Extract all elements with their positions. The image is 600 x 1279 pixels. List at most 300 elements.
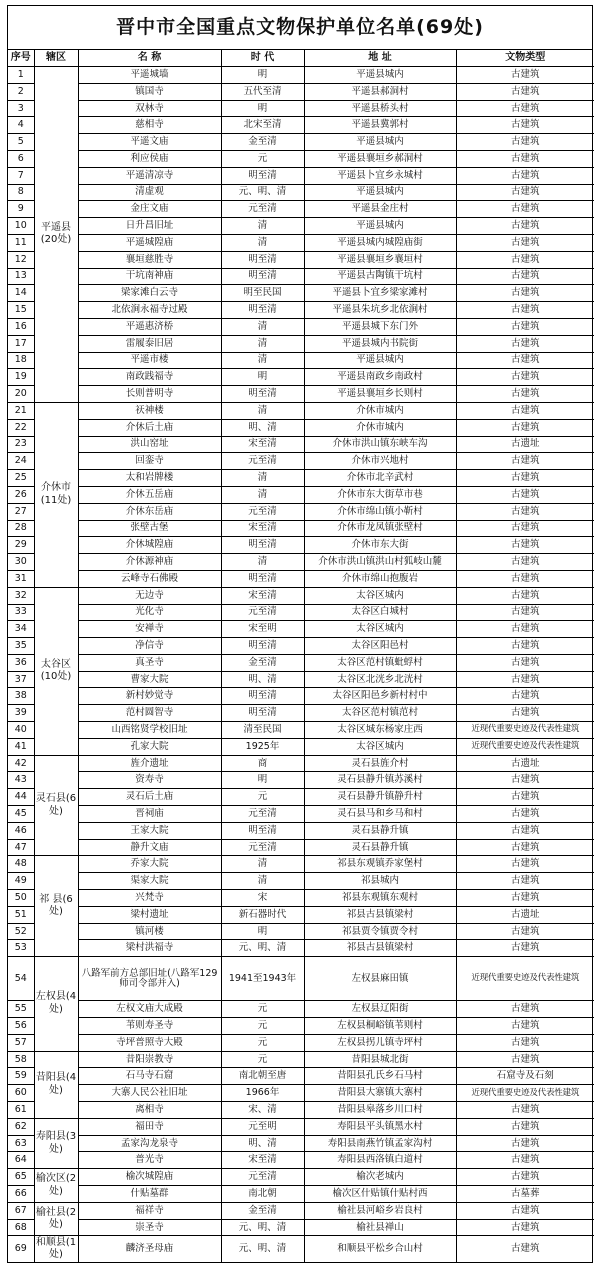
- cell-address: 介休市龙凤镇张壁村: [304, 520, 456, 537]
- cell-address: 平遥县朱坑乡北依涧村: [304, 302, 456, 319]
- table-row: [8, 302, 594, 319]
- cell-address: 平遥县城内城隍庙街: [304, 234, 456, 251]
- cell-era: 明至清: [221, 268, 304, 285]
- cell-name: 苇则寿圣寺: [78, 1018, 221, 1035]
- table-row: [8, 100, 594, 117]
- cell-address: 祁县城内: [304, 873, 456, 890]
- cell-no: 41: [8, 738, 34, 755]
- table-row: [8, 184, 594, 201]
- table-row: [8, 1186, 594, 1203]
- table-row: [8, 1152, 594, 1169]
- cell-name: 日升昌旧址: [78, 218, 221, 235]
- cell-name: 旌介遗址: [78, 755, 221, 772]
- cell-name: 无边寺: [78, 587, 221, 604]
- cell-era: 明: [221, 369, 304, 386]
- table-row: [8, 436, 594, 453]
- cell-type: 古建筑: [456, 923, 594, 940]
- cell-address: 祁县东观镇东观村: [304, 890, 456, 907]
- cell-era: 清: [221, 873, 304, 890]
- cell-no: 7: [8, 167, 34, 184]
- cell-address: 平遥县桥头村: [304, 100, 456, 117]
- cell-era: 商: [221, 755, 304, 772]
- cell-address: 太谷区范村镇蚍蜉村: [304, 654, 456, 671]
- cell-no: 15: [8, 302, 34, 319]
- table-row: [8, 772, 594, 789]
- cell-type: 古建筑: [456, 839, 594, 856]
- cell-type: 古建筑: [456, 184, 594, 201]
- table-row: [8, 1169, 594, 1186]
- cell-no: 47: [8, 839, 34, 856]
- cell-no: 38: [8, 688, 34, 705]
- cell-name: 榆次城隍庙: [78, 1169, 221, 1186]
- table-row: [8, 1051, 594, 1068]
- cell-address: 昔阳县大寨镇大寨村: [304, 1085, 456, 1102]
- cell-county: 和顺县(1处): [35, 1236, 77, 1261]
- cell-era: 金至清: [221, 134, 304, 151]
- table-row: [8, 520, 594, 537]
- cell-era: 清: [221, 402, 304, 419]
- cell-no: 69: [8, 1236, 34, 1262]
- cell-era: 明至清: [221, 822, 304, 839]
- cell-address: 介休市洪山镇东峡车沟: [304, 436, 456, 453]
- cell-era: 宋至清: [221, 1152, 304, 1169]
- cell-address: 平遥县襄垣乡郝洞村: [304, 150, 456, 167]
- cell-type: 古建筑: [456, 772, 594, 789]
- cell-address: 左权县麻田镇: [304, 957, 456, 1001]
- cell-no: 53: [8, 940, 34, 957]
- cell-no: 46: [8, 822, 34, 839]
- cell-address: 平遥县襄垣乡襄垣村: [304, 251, 456, 268]
- cell-type: 古建筑: [456, 470, 594, 487]
- cell-no: 37: [8, 671, 34, 688]
- cell-address: 祁县东观镇乔家堡村: [304, 856, 456, 873]
- table-row: [8, 890, 594, 907]
- header-name: 名 称: [78, 50, 221, 67]
- cell-name: 大寨人民公社旧址: [78, 1085, 221, 1102]
- cell-type: 古建筑: [456, 453, 594, 470]
- cell-era: 元至明: [221, 1118, 304, 1135]
- cell-no: 2: [8, 83, 34, 100]
- cell-no: 67: [8, 1202, 34, 1219]
- cell-county: 昔阳县(4处): [34, 1051, 78, 1118]
- table-row: [8, 906, 594, 923]
- table-row: [8, 1001, 594, 1018]
- cell-era: 明至民国: [221, 285, 304, 302]
- table-row: [8, 1085, 594, 1102]
- cell-name: 太和岩牌楼: [78, 470, 221, 487]
- cell-no: 50: [8, 890, 34, 907]
- cell-address: 左权县桐峪镇苇则村: [304, 1018, 456, 1035]
- cell-no: 43: [8, 772, 34, 789]
- cell-no: 39: [8, 705, 34, 722]
- cell-address: 寿阳县西洛镇白道村: [304, 1152, 456, 1169]
- cell-type: 古建筑: [456, 201, 594, 218]
- cell-county: 左权县(4处): [34, 957, 78, 1051]
- table-row: [8, 604, 594, 621]
- cell-era: 南北朝: [221, 1186, 304, 1203]
- table-row: [8, 1202, 594, 1219]
- table-row: [8, 839, 594, 856]
- table-row: [8, 806, 594, 823]
- cell-no: 12: [8, 251, 34, 268]
- cell-name: 曹家大院: [78, 671, 221, 688]
- cell-type: 古建筑: [456, 402, 594, 419]
- cell-name: 灵石后土庙: [78, 789, 221, 806]
- cell-name: 福祥寺: [78, 1202, 221, 1219]
- cell-era: 元: [221, 1001, 304, 1018]
- table-row: [8, 453, 594, 470]
- cell-name: 安禅寺: [78, 621, 221, 638]
- cell-type: 古建筑: [456, 285, 594, 302]
- cell-type: 古建筑: [456, 486, 594, 503]
- cell-era: 五代至清: [221, 83, 304, 100]
- cell-name: 介休五岳庙: [78, 486, 221, 503]
- cell-type: 古遗址: [456, 755, 594, 772]
- cell-name: 北依涧永福寺过殿: [78, 302, 221, 319]
- cell-type: 古建筑: [456, 1051, 594, 1068]
- cell-type: 古建筑: [456, 302, 594, 319]
- cell-type: 古建筑: [456, 789, 594, 806]
- cell-name: 金庄文庙: [78, 201, 221, 218]
- cell-era: 元至清: [221, 1169, 304, 1186]
- table-row: [8, 201, 594, 218]
- cell-name: 离相寺: [78, 1102, 221, 1119]
- cell-type: 古建筑: [456, 167, 594, 184]
- cell-era: 清: [221, 470, 304, 487]
- cell-no: 54: [8, 957, 34, 1001]
- cell-type: 古建筑: [456, 940, 594, 957]
- table-row: [8, 671, 594, 688]
- cell-no: 42: [8, 755, 34, 772]
- cell-type: 古建筑: [456, 604, 594, 621]
- cell-address: 和顺县平松乡合山村: [304, 1236, 456, 1262]
- table-row: [8, 873, 594, 890]
- cell-address: 灵石县静升镇静升村: [304, 789, 456, 806]
- table-row: [8, 1219, 594, 1236]
- cell-type: 古建筑: [456, 1018, 594, 1035]
- cell-no: 27: [8, 503, 34, 520]
- cell-name: 镇河楼: [78, 923, 221, 940]
- cell-address: 太谷区城内: [304, 621, 456, 638]
- cell-era: 1925年: [221, 738, 304, 755]
- cell-type: 古建筑: [456, 806, 594, 823]
- cell-type: 近现代重要史迹及代表性建筑: [456, 1085, 594, 1102]
- cell-name: 真圣寺: [78, 654, 221, 671]
- cell-no: 28: [8, 520, 34, 537]
- cell-era: 元至清: [221, 604, 304, 621]
- cell-county: 榆社县(2处): [34, 1202, 78, 1236]
- cell-no: 65: [8, 1169, 34, 1186]
- cell-type: 古建筑: [456, 67, 594, 84]
- table-row: [8, 856, 594, 873]
- cell-address: 寿阳县南燕竹镇孟家沟村: [304, 1135, 456, 1152]
- cell-type: 古建筑: [456, 352, 594, 369]
- cell-name: 祆神楼: [78, 402, 221, 419]
- cell-type: 古建筑: [456, 705, 594, 722]
- cell-no: 21: [8, 402, 34, 419]
- cell-name: 八路军前方总部旧址(八路军129师司令部并入): [78, 957, 221, 1001]
- cell-no: 14: [8, 285, 34, 302]
- cell-address: 平遥县卜宜乡梁家滩村: [304, 285, 456, 302]
- cell-no: 33: [8, 604, 34, 621]
- cell-address: 介休市绵山抱腹岩: [304, 570, 456, 587]
- cell-era: 宋至清: [221, 520, 304, 537]
- table-header-row: [8, 50, 594, 67]
- header-county: 辖区: [34, 50, 78, 67]
- cell-no: 40: [8, 722, 34, 739]
- table-row: [8, 789, 594, 806]
- cell-no: 48: [8, 856, 34, 873]
- cell-era: 明至清: [221, 251, 304, 268]
- cell-era: 明、清: [221, 1135, 304, 1152]
- cell-no: 20: [8, 386, 34, 403]
- cell-no: 23: [8, 436, 34, 453]
- cell-address: 平遥县冀郭村: [304, 117, 456, 134]
- cell-era: 明、清: [221, 419, 304, 436]
- cell-no: 10: [8, 218, 34, 235]
- cell-name: 范村圆智寺: [78, 705, 221, 722]
- cell-name: 双林寺: [78, 100, 221, 117]
- cell-name: 平遥文庙: [78, 134, 221, 151]
- cell-name: 渠家大院: [78, 873, 221, 890]
- table-row: [8, 218, 594, 235]
- cell-no: 3: [8, 100, 34, 117]
- cell-era: 清: [221, 234, 304, 251]
- cell-address: 灵石县静升镇: [304, 839, 456, 856]
- cell-type: 古建筑: [456, 369, 594, 386]
- cell-era: 明至清: [221, 705, 304, 722]
- cell-name: 孔家大院: [78, 738, 221, 755]
- cell-era: 宋: [221, 890, 304, 907]
- table-row: [8, 150, 594, 167]
- cell-type: 古建筑: [456, 419, 594, 436]
- cell-no: 34: [8, 621, 34, 638]
- header-type: 文物类型: [456, 50, 594, 67]
- cell-address: 介休市东大街草市巷: [304, 486, 456, 503]
- table-row: [8, 1118, 594, 1135]
- cell-era: 宋至清: [221, 436, 304, 453]
- cell-address: 介休市北辛武村: [304, 470, 456, 487]
- cell-era: 金至清: [221, 1202, 304, 1219]
- cell-type: 古建筑: [456, 335, 594, 352]
- cell-address: 太谷区城内: [304, 587, 456, 604]
- cell-type: 古建筑: [456, 856, 594, 873]
- cell-no: 59: [8, 1068, 34, 1085]
- cell-type: 近现代重要史迹及代表性建筑: [456, 722, 594, 739]
- cell-type: 古建筑: [456, 1152, 594, 1169]
- cell-name: 介休城隍庙: [78, 537, 221, 554]
- cell-address: 寿阳县平头镇黑水村: [304, 1118, 456, 1135]
- cell-no: 66: [8, 1186, 34, 1203]
- cell-type: 古建筑: [456, 554, 594, 571]
- cell-no: 56: [8, 1018, 34, 1035]
- cell-address: 平遥县卜宜乡永城村: [304, 167, 456, 184]
- cell-name: 新村妙觉寺: [78, 688, 221, 705]
- cell-type: 古建筑: [456, 1169, 594, 1186]
- cell-type: 古建筑: [456, 638, 594, 655]
- cell-era: 明: [221, 923, 304, 940]
- cell-era: 清: [221, 856, 304, 873]
- cell-no: 5: [8, 134, 34, 151]
- cell-name: 寺坪普照寺大殿: [78, 1034, 221, 1051]
- cell-no: 64: [8, 1152, 34, 1169]
- table-row: [8, 117, 594, 134]
- table-row: [8, 957, 594, 1001]
- cell-name: 什贴墓群: [78, 1186, 221, 1203]
- cell-address: 榆社县河峪乡岩良村: [304, 1202, 456, 1219]
- cell-no: 55: [8, 1001, 34, 1018]
- cell-address: 祁县古县镇梁村: [304, 906, 456, 923]
- table-row: [8, 67, 594, 84]
- cell-name: 昔阳崇教寺: [78, 1051, 221, 1068]
- cell-era: 明至清: [221, 167, 304, 184]
- cell-era: 明至清: [221, 302, 304, 319]
- cell-address: 介休市洪山镇洪山村狐岐山麓: [304, 554, 456, 571]
- cell-address: 太谷区城内: [304, 738, 456, 755]
- cell-no: 35: [8, 638, 34, 655]
- cell-type: 古建筑: [456, 83, 594, 100]
- cell-type: 古建筑: [456, 890, 594, 907]
- cell-address: 介休市城内: [304, 402, 456, 419]
- cell-address: 榆次老城内: [304, 1169, 456, 1186]
- cell-era: 明至清: [221, 688, 304, 705]
- cell-era: 元、明、清: [221, 1219, 304, 1236]
- header-era: 时 代: [221, 50, 304, 67]
- cell-address: 平遥县金庄村: [304, 201, 456, 218]
- cell-type: 古建筑: [456, 1135, 594, 1152]
- cell-era: 元: [221, 150, 304, 167]
- cell-address: 昔阳县孔氏乡石马村: [304, 1068, 456, 1085]
- cell-name: 净信寺: [78, 638, 221, 655]
- cell-no: 26: [8, 486, 34, 503]
- cell-era: 清: [221, 486, 304, 503]
- cell-address: 太谷区白城村: [304, 604, 456, 621]
- cell-name: 镇国寺: [78, 83, 221, 100]
- cell-era: 1966年: [221, 1085, 304, 1102]
- table-row: [8, 923, 594, 940]
- cell-type: 古建筑: [456, 873, 594, 890]
- cell-era: 元至清: [221, 806, 304, 823]
- cell-name: 晋祠庙: [78, 806, 221, 823]
- cell-type: 古建筑: [456, 1034, 594, 1051]
- cell-type: 古建筑: [456, 503, 594, 520]
- table-row: [8, 1068, 594, 1085]
- cell-county: 介休市(11处): [34, 402, 78, 587]
- cell-address: 左权县拐儿镇寺坪村: [304, 1034, 456, 1051]
- cell-name: 崇圣寺: [78, 1219, 221, 1236]
- cell-type: 古建筑: [456, 1118, 594, 1135]
- table-row: [8, 654, 594, 671]
- cell-no: 60: [8, 1085, 34, 1102]
- cell-era: 金至清: [221, 654, 304, 671]
- cell-name: 张壁古堡: [78, 520, 221, 537]
- cell-era: 明至清: [221, 386, 304, 403]
- cell-address: 平遥县城内书院街: [304, 335, 456, 352]
- cell-name: 梁家滩白云寺: [78, 285, 221, 302]
- cell-type: 古建筑: [456, 100, 594, 117]
- cell-name: 孟家沟龙泉寺: [78, 1135, 221, 1152]
- table-row: [8, 419, 594, 436]
- table-row: [8, 268, 594, 285]
- cell-era: 元至清: [221, 503, 304, 520]
- cell-type: 古建筑: [456, 654, 594, 671]
- table-row: [8, 134, 594, 151]
- cell-era: 明: [221, 67, 304, 84]
- table-row: [8, 1135, 594, 1152]
- cell-name: 干坑南神庙: [78, 268, 221, 285]
- cell-type: 古建筑: [456, 251, 594, 268]
- cell-address: 平遥县城内: [304, 67, 456, 84]
- cell-address: 平遥县城内: [304, 184, 456, 201]
- cell-address: 祁县古县镇梁村: [304, 940, 456, 957]
- cell-era: 元至清: [221, 453, 304, 470]
- cell-no: 30: [8, 554, 34, 571]
- table-row: [8, 570, 594, 587]
- cell-no: 31: [8, 570, 34, 587]
- cell-era: 清: [221, 554, 304, 571]
- table-row: [8, 167, 594, 184]
- cell-name: 平遥清凉寺: [78, 167, 221, 184]
- table-row: [8, 738, 594, 755]
- table-row: [8, 369, 594, 386]
- cell-no: 63: [8, 1135, 34, 1152]
- cell-type: 古建筑: [456, 688, 594, 705]
- table-row: [8, 1034, 594, 1051]
- table-row: [8, 1018, 594, 1035]
- cell-address: 灵石县静升镇苏溪村: [304, 772, 456, 789]
- table-body: [8, 67, 594, 1262]
- cell-address: 平遥县古陶镇干坑村: [304, 268, 456, 285]
- cell-county: 灵石县(6处): [34, 755, 78, 856]
- cell-era: 元、明、清: [221, 184, 304, 201]
- cell-address: 灵石县马和乡马和村: [304, 806, 456, 823]
- cell-no: 32: [8, 587, 34, 604]
- cell-no: 44: [8, 789, 34, 806]
- cell-address: 昔阳县皋落乡川口村: [304, 1102, 456, 1119]
- cell-address: 平遥县郝洞村: [304, 83, 456, 100]
- cell-address: 介休市东大街: [304, 537, 456, 554]
- table-row: [8, 822, 594, 839]
- cell-no: 61: [8, 1102, 34, 1119]
- table-row: [8, 402, 594, 419]
- cell-name: 普光寺: [78, 1152, 221, 1169]
- heritage-table: [8, 50, 594, 1262]
- cell-address: 榆次区什贴镇什贴村西: [304, 1186, 456, 1203]
- cell-name: 光化寺: [78, 604, 221, 621]
- cell-era: 清: [221, 352, 304, 369]
- cell-type: 近现代重要史迹及代表性建筑: [456, 738, 594, 755]
- cell-address: 灵石县静升镇: [304, 822, 456, 839]
- cell-name: 资寿寺: [78, 772, 221, 789]
- table-row: [8, 386, 594, 403]
- cell-name: 慈相寺: [78, 117, 221, 134]
- cell-name: 平遥城隍庙: [78, 234, 221, 251]
- cell-type: 古建筑: [456, 1219, 594, 1236]
- cell-no: 17: [8, 335, 34, 352]
- cell-era: 明、清: [221, 671, 304, 688]
- cell-address: 太谷区范村镇范村: [304, 705, 456, 722]
- cell-name: 平遥市楼: [78, 352, 221, 369]
- cell-era: 1941至1943年: [221, 957, 304, 1001]
- cell-address: 介休市城内: [304, 419, 456, 436]
- cell-era: 元: [221, 1051, 304, 1068]
- cell-name: 梁村洪福寺: [78, 940, 221, 957]
- cell-type: 古建筑: [456, 117, 594, 134]
- cell-era: 新石器时代: [221, 906, 304, 923]
- cell-type: 古建筑: [456, 268, 594, 285]
- cell-type: 古建筑: [456, 134, 594, 151]
- table-row: [8, 1236, 594, 1262]
